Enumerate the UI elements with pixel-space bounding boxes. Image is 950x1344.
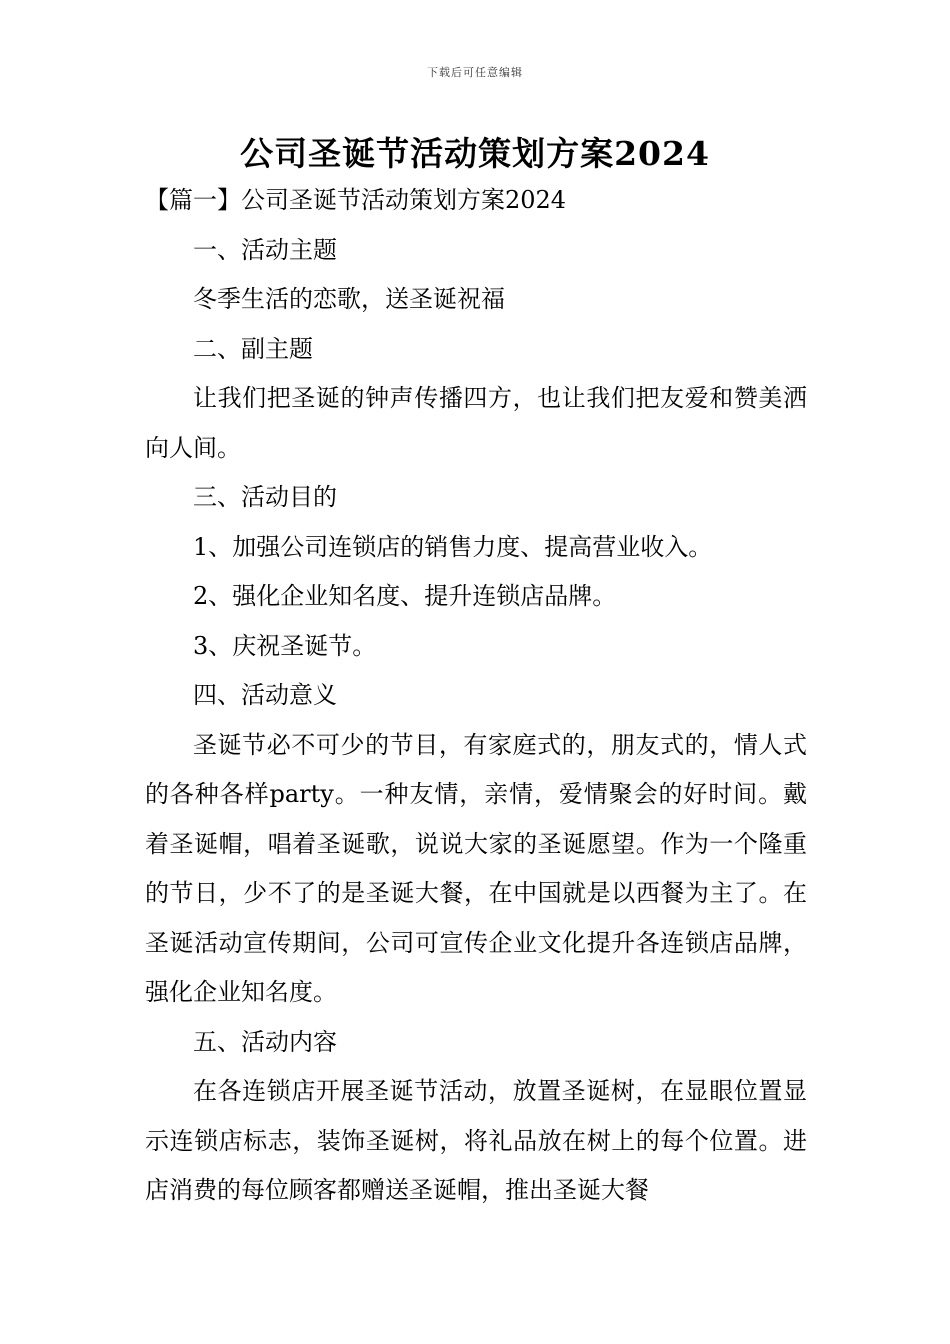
- heading-activity-significance: 四、活动意义: [193, 681, 337, 709]
- paragraph-content: 在各连锁店开展圣诞节活动，放置圣诞树，在显眼位置显示连锁店标志，装饰圣诞树，将礼品放在树上的每个位置。进店消费的每位顾客都赠送圣诞帽，推出圣诞大餐: [145, 1077, 807, 1204]
- heading-activity-purpose: 三、活动目的: [193, 483, 337, 511]
- list-item-purpose-1: 1、加强公司连锁店的销售力度、提高营业收入。: [193, 532, 713, 561]
- heading-activity-theme: 一、活动主题: [193, 235, 337, 264]
- list-item-purpose-2: 2、强化企业知名度、提升连锁店品牌。: [193, 582, 617, 610]
- section-subtitle: 【篇一】公司圣诞节活动策划方案2024: [145, 186, 567, 214]
- paragraph-theme: 冬季生活的恋歌，送圣诞祝福: [193, 285, 505, 313]
- paragraph-significance: 圣诞节必不可少的节目，有家庭式的，朋友式的，情人式的各种各样party。一种友情，亲情，爱情聚会的好时间。戴着圣诞帽，唱着圣诞歌，说说大家的圣诞愿望。作为一个隆重的节日，少不了的是圣诞大餐，在中国就是以西餐为主了。在圣诞活动宣传期间，公司可宣传企业文化提升各连锁店品牌，强化企业知名度。: [145, 730, 807, 1006]
- document-body: [145, 176, 807, 1216]
- list-item-purpose-3: 3、庆祝圣诞节。: [193, 631, 377, 660]
- heading-sub-theme: 二、副主题: [193, 334, 313, 363]
- heading-activity-content: 五、活动内容: [193, 1027, 337, 1056]
- header-note: 下载后可任意编辑: [427, 66, 523, 79]
- paragraph-sub-theme: 让我们把圣诞的钟声传播四方，也让我们把友爱和赞美洒向人间。: [145, 384, 807, 462]
- document-title: 公司圣诞节活动策划方案2024: [240, 134, 710, 173]
